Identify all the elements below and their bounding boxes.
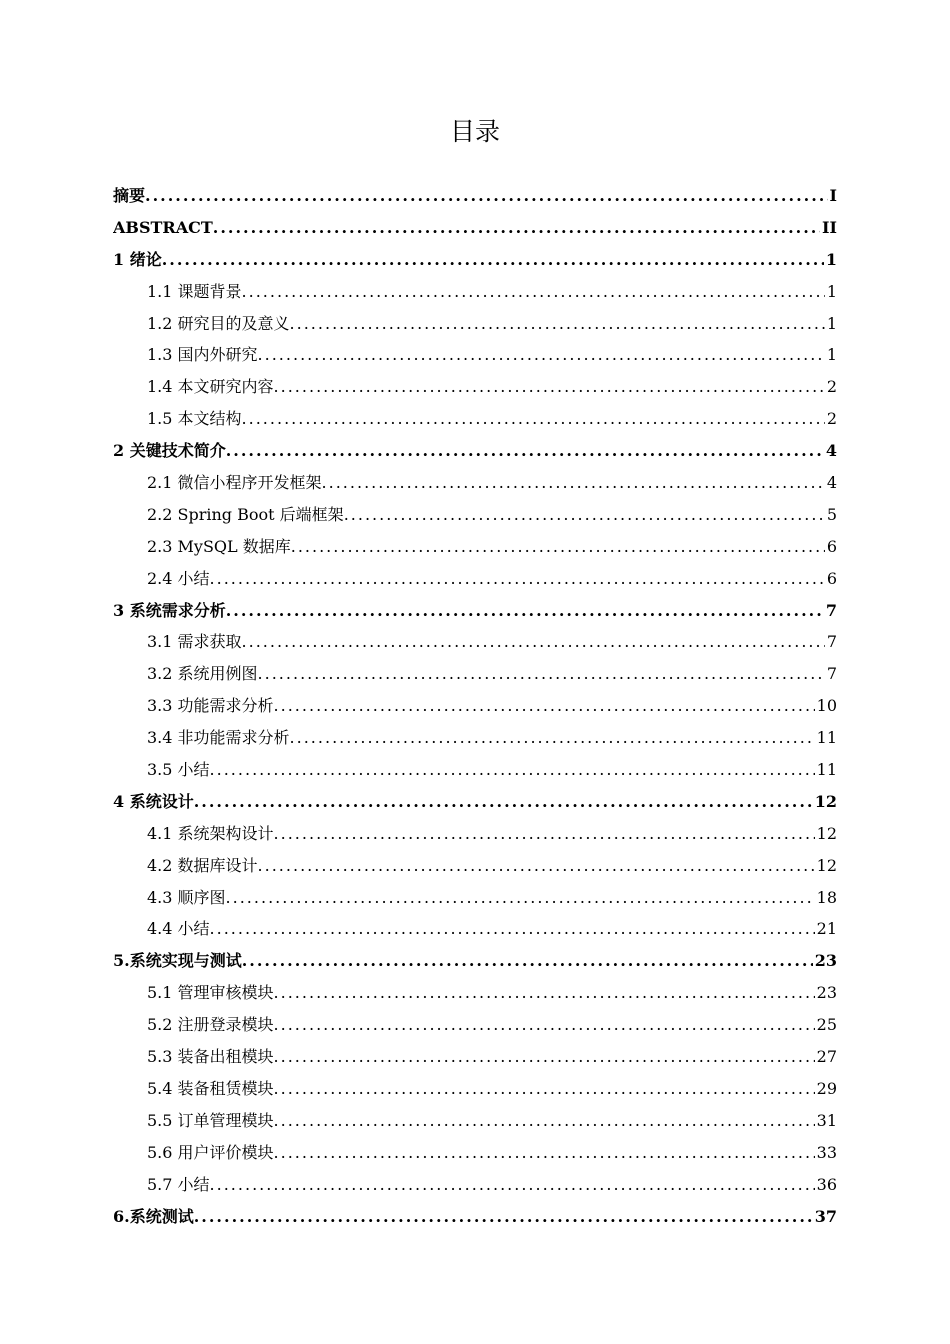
toc-entry-label: 2.1 微信小程序开发框架 [147,473,322,493]
toc-entry-label: 5.7 小结 [147,1174,210,1194]
toc-chapter-entry[interactable] [113,244,837,276]
toc-entry-label: 2.3 MySQL 数据库 [147,536,291,556]
toc-section-entry[interactable] [113,563,837,595]
toc-section-entry[interactable] [113,1137,837,1169]
toc-entry-label: 5.6 用户评价模块 [147,1142,274,1162]
toc-chapter-entry[interactable] [113,435,837,467]
toc-dot-leader [274,977,815,1009]
toc-section-entry[interactable] [113,882,837,914]
toc-page-number: 23 [814,951,837,971]
toc-page-number: 4 [826,473,837,493]
toc-page-number: 1 [826,345,837,365]
toc-section-entry[interactable] [113,531,837,563]
toc-dot-leader [210,913,815,945]
toc-entry-label: 4.3 顺序图 [147,887,226,907]
toc-entry-label: 3.1 需求获取 [147,632,242,652]
toc-page-number: 12 [816,823,837,843]
toc-entry-label: 1.5 本文结构 [147,409,242,429]
toc-dot-leader [274,1137,815,1169]
toc-page-number: 1 [825,249,837,269]
toc-dot-leader [242,945,813,977]
toc-dot-leader [274,1105,815,1137]
toc-entry-label: 4.2 数据库设计 [147,855,258,875]
toc-entry-label: ABSTRACT [113,217,213,237]
toc-dot-leader [258,658,825,690]
toc-section-entry[interactable] [113,308,837,340]
toc-page-number: 33 [816,1142,837,1162]
toc-section-entry[interactable] [113,467,837,499]
toc-page-number: 6 [826,536,837,556]
toc-page-number: 4 [825,441,837,461]
toc-page-number: 29 [816,1078,837,1098]
toc-section-entry[interactable] [113,371,837,403]
toc-entry-label: 3.3 功能需求分析 [147,696,274,716]
toc-page-number: II [822,217,837,237]
toc-entry-label: 摘要 [113,186,146,205]
toc-entry-label: 2.2 Spring Boot 后端框架 [147,504,344,524]
toc-dot-leader [242,276,825,308]
toc-entry-label: 5.1 管理审核模块 [147,983,274,1003]
toc-dot-leader [274,371,825,403]
toc-entry-label: 2 关键技术简介 [113,441,226,461]
toc-page-number: 1 [826,281,837,301]
toc-entry-label: 4.4 小结 [147,919,210,939]
toc-dot-leader [258,850,815,882]
toc-dot-leader [226,882,815,914]
table-of-contents [113,180,837,1232]
toc-entry-label: 1 绪论 [113,249,162,269]
toc-entry-label: 5.4 装备租赁模块 [147,1078,274,1098]
toc-dot-leader [145,180,828,212]
toc-page-number: 12 [814,791,837,811]
toc-chapter-entry[interactable] [113,180,837,212]
toc-page-number: 7 [825,600,837,620]
toc-page-number: 18 [816,887,837,907]
toc-entry-label: 3.2 系统用例图 [147,664,258,684]
toc-dot-leader [213,212,820,244]
toc-entry-label: 4.1 系统架构设计 [147,823,274,843]
toc-dot-leader [290,308,825,340]
toc-page-number: 10 [816,696,837,716]
toc-dot-leader [258,339,825,371]
toc-chapter-entry[interactable] [113,945,837,977]
toc-dot-leader [344,499,825,531]
toc-dot-leader [290,722,815,754]
toc-section-entry[interactable] [113,754,837,786]
toc-page-number: 27 [816,1047,837,1067]
toc-page-number: 21 [816,919,837,939]
toc-chapter-entry[interactable] [113,786,837,818]
toc-section-entry[interactable] [113,977,837,1009]
toc-dot-leader [242,403,825,435]
toc-entry-label: 1.2 研究目的及意义 [147,313,290,333]
toc-page-number: 7 [826,632,837,652]
toc-entry-label: 4 系统设计 [113,791,194,811]
toc-page-number: I [829,186,837,205]
toc-chapter-entry[interactable] [113,212,837,244]
toc-dot-leader [194,786,813,818]
toc-dot-leader [274,818,815,850]
toc-entry-label: 2.4 小结 [147,568,210,588]
toc-page-number: 1 [826,313,837,333]
toc-entry-label: 5.2 注册登录模块 [147,1015,274,1035]
toc-dot-leader [162,244,824,276]
toc-page-number: 36 [816,1174,837,1194]
toc-dot-leader [226,435,824,467]
toc-dot-leader [274,690,815,722]
toc-entry-label: 5.系统实现与测试 [113,951,242,971]
toc-section-entry[interactable] [113,658,837,690]
toc-section-entry[interactable] [113,850,837,882]
toc-page-number: 2 [826,409,837,429]
toc-section-entry[interactable] [113,1073,837,1105]
toc-page-number: 25 [816,1015,837,1035]
toc-page-number: 11 [816,728,837,748]
toc-section-entry[interactable] [113,339,837,371]
toc-section-entry[interactable] [113,913,837,945]
toc-section-entry[interactable] [113,1105,837,1137]
toc-entry-label: 1.4 本文研究内容 [147,377,274,397]
toc-dot-leader [226,595,824,627]
toc-page-number: 31 [816,1110,837,1130]
toc-section-entry[interactable] [113,276,837,308]
toc-dot-leader [291,531,825,563]
toc-dot-leader [274,1041,815,1073]
toc-section-entry[interactable] [113,403,837,435]
toc-dot-leader [274,1009,815,1041]
toc-entry-label: 3.4 非功能需求分析 [147,728,290,748]
toc-page-number: 37 [814,1206,837,1226]
toc-section-entry[interactable] [113,690,837,722]
toc-page-number: 12 [816,855,837,875]
toc-entry-label: 3.5 小结 [147,760,210,780]
toc-dot-leader [210,563,825,595]
toc-section-entry[interactable] [113,722,837,754]
toc-section-entry[interactable] [113,1041,837,1073]
toc-dot-leader [274,1073,815,1105]
toc-chapter-entry[interactable] [113,1201,837,1233]
toc-page-number: 23 [816,983,837,1003]
toc-entry-label: 3 系统需求分析 [113,600,226,620]
page-title: 目录 [449,117,500,146]
toc-page-number: 6 [826,568,837,588]
toc-section-entry[interactable] [113,499,837,531]
toc-entry-label: 1.3 国内外研究 [147,345,258,365]
toc-section-entry[interactable] [113,1169,837,1201]
toc-entry-label: 5.5 订单管理模块 [147,1110,274,1130]
toc-section-entry[interactable] [113,1009,837,1041]
toc-dot-leader [210,1169,815,1201]
toc-entry-label: 1.1 课题背景 [147,281,242,301]
toc-page-number: 5 [826,504,837,524]
toc-entry-label: 6.系统测试 [113,1206,194,1226]
toc-page-number: 11 [816,760,837,780]
toc-section-entry[interactable] [113,818,837,850]
toc-dot-leader [194,1201,813,1233]
toc-dot-leader [242,626,825,658]
toc-dot-leader [210,754,815,786]
toc-page-number: 7 [826,664,837,684]
toc-chapter-entry[interactable] [113,595,837,627]
toc-dot-leader [322,467,825,499]
toc-section-entry[interactable] [113,626,837,658]
toc-page-number: 2 [826,377,837,397]
toc-entry-label: 5.3 装备出租模块 [147,1047,274,1067]
